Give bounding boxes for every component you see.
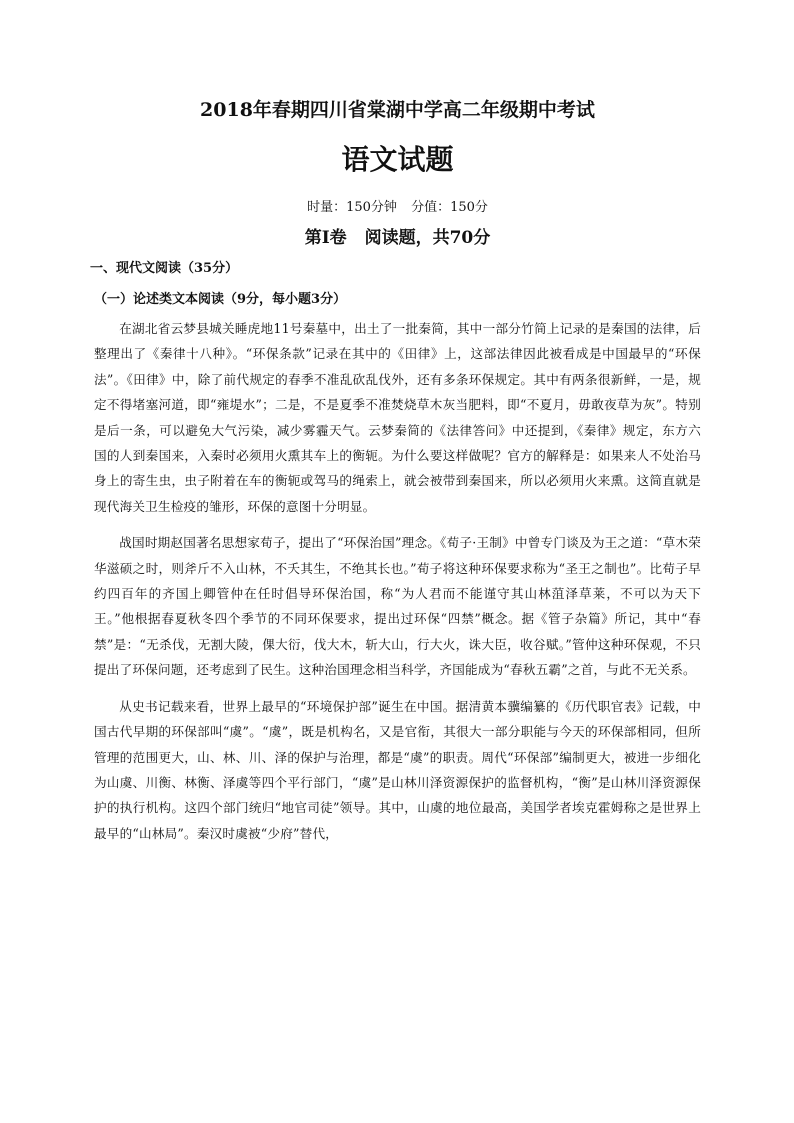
exam-title: 2018年春期四川省棠湖中学高二年级期中考试 [200, 99, 595, 121]
section-subheading: （一）论述类文本阅读（9分，每小题3分） [94, 292, 347, 307]
section-heading: 一、现代文阅读（35分） [90, 261, 239, 276]
subject-title: 语文试题 [341, 143, 454, 176]
paragraph-2: 战国时期赵国著名思想家荀子，提出了“环保治国”理念。《荀子·王制》中曾专门谈及为王之道：“草木荣华滋硕之时，则斧斤不入山林，不夭其生，不绝其长也。”荀子将这种环保要求称为“圣王之制也”。比荀子早约四百年的齐国上卿管仲在任时倡导环保治国，称“为人君而不能谨守其山林菹泽草莱，不可以为天下王。”他根据春夏秋冬四个季节的不同环保要求，提出过环保“四禁”概念。据《管子杂篇》所记，其中“春禁”是：“无杀伐，无割大陵，倮大衍，伐大木，斩大山，行大火，诛大臣，收谷赋。”管仲这种环保观，不只提出了环保问题，还考虑到了民生。这种治国理念相当科学，齐国能成为“春秋五霸”之首，与此不无关系。 [94, 535, 701, 678]
paragraph-1: 在湖北省云梦县城关睡虎地11号秦墓中，出土了一批秦简，其中一部分竹简上记录的是秦国的法律，后整理出了《秦律十八种》。“环保条款”记录在其中的《田律》上，这部法律因此被看成是中国最早的“环保法”。《田律》中，除了前代规定的春季不准乱砍乱伐外，还有多条环保规定。其中有两条很新鲜，一是，规定不得堵塞河道，即“雍堤水”；二是，不是夏季不准焚烧草木灰当肥料，即“不夏月，毋敢夜草为灰”。特别是后一条，可以避免大气污染，减少雾霾天气。云梦秦简的《法律答问》中还提到，《秦律》规定，东方六国的人到秦国来，入秦时必须用火熏其车上的衡轭。为什么要这样做呢？官方的解释是：如果来人不处治马身上的寄生虫，虫子附着在车的衡轭或驾马的绳索上，就会被带到秦国来，所以必须用火来熏。这简直就是现代海关卫生检疫的雏形，环保的意图十分明显。 [94, 321, 701, 514]
part-title [94, 224, 701, 252]
part-name: 第Ⅰ卷 [304, 228, 347, 248]
time-label: 时量：150分钟 [307, 200, 397, 215]
exam-meta [94, 198, 701, 218]
exam-page [90, 96, 701, 846]
score-label: 分值：150分 [411, 200, 488, 215]
paragraph-3: 从史书记载来看，世界上最早的“环境保护部”诞生在中国。据清黄本骥编纂的《历代职官表》记载，中国古代早期的环保部叫“虞”。“虞”，既是机构名，又是官衔，其很大一部分职能与今天的环保部相同，但所管理的范围更大，山、林、川、泽的保护与治理，都是“虞”的职责。周代“环保部”编制更大，被进一步细化为山虞、川衡、林衡、泽虞等四个平行部门，“虞”是山林川泽资源保护的监督机构，“衡”是山林川泽资源保护的执行机构。这四个部门统归“地官司徒”领导。其中，山虞的地位最高，美国学者埃克霍姆称之是世界上最早的“山林局”。秦汉时虞被“少府”替代， [94, 698, 701, 841]
part-desc: 阅读题，共70分 [364, 228, 491, 248]
